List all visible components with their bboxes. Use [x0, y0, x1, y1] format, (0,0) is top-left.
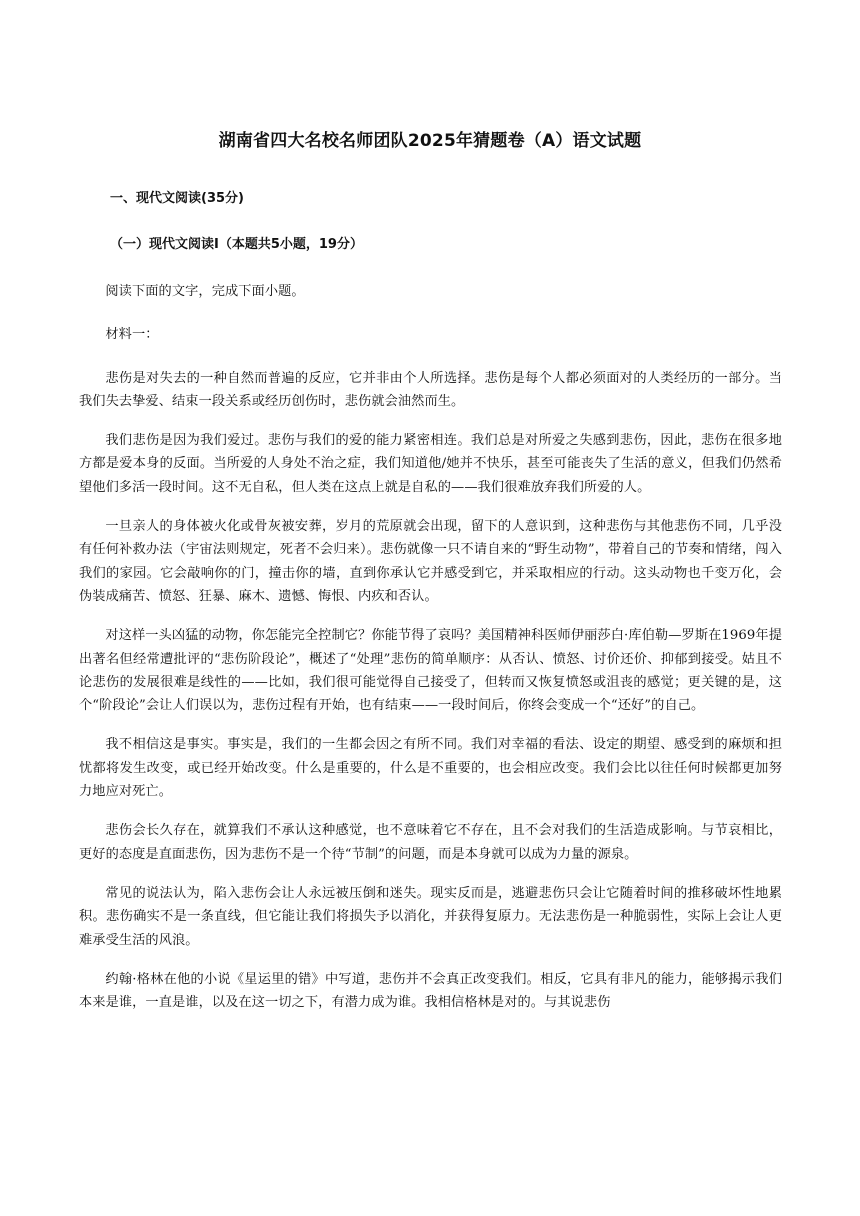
paragraph-8: 约翰·格林在他的小说《星运里的错》中写道，悲伤并不会真正改变我们。相反，它具有非凡的能力，能够揭示我们本来是谁，一直是谁，以及在这一切之下，有潜力成为谁。我相信格林是对的。与其说悲伤 [79, 971, 782, 1011]
page-title: 湖南省四大名校名师团队2025年猜题卷（A）语文试题 [218, 131, 642, 151]
paragraph-4: 对这样一头凶猛的动物，你怎能完全控制它？你能节得了哀吗？美国精神科医师伊丽莎白·库伯勒—罗斯在1969年提出著名但经常遭批评的“悲伤阶段论”，概述了“处理”悲伤的简单顺序：从否认、愤怒、讨价还价、抑郁到接受。姑且不论悲伤的发展很难是线性的——比如，我们很可能觉得自己接受了，但转而又恢复愤怒或沮丧的感觉；更关键的是，这个“阶段论”会让人们误以为，悲伤过程有开始，也有结束——一段时间后，你终会变成一个“还好”的自己。 [79, 628, 782, 714]
paragraph-1: 悲伤是对失去的一种自然而普遍的反应，它并非由个人所选择。悲伤是每个人都必须面对的人类经历的一部分。当我们失去挚爱、结束一段关系或经历创伤时，悲伤就会油然而生。 [79, 370, 782, 409]
paragraph-2: 我们悲伤是因为我们爱过。悲伤与我们的爱的能力紧密相连。我们总是对所爱之失感到悲伤，因此，悲伤在很多地方都是爱本身的反面。当所爱的人身处不治之症，我们知道他/她并不快乐，甚至可能丧失了生活的意义，但我们仍然希望他们多活一段时间。这不无自私，但人类在这点上就是自私的——我们很难放弃我们所爱的人。 [79, 433, 782, 495]
paragraph-6: 悲伤会长久存在，就算我们不承认这种感觉，也不意味着它不存在，且不会对我们的生活造成影响。与节哀相比，更好的态度是直面悲伤，因为悲伤不是一个待“节制”的问题，而是本身就可以成为力量的源泉。 [79, 823, 782, 862]
instruction-text: 阅读下面的文字，完成下面小题。 [105, 284, 305, 299]
section-heading: 一、现代文阅读(35分) [110, 191, 244, 206]
paragraph-3: 一旦亲人的身体被火化或骨灰被安葬，岁月的荒原就会出现，留下的人意识到，这种悲伤与其他悲伤不同，几乎没有任何补救办法（宇宙法则规定，死者不会归来）。悲伤就像一只不请自来的“野生动物”，带着自己的节奏和情绪，闯入我们的家园。它会敲响你的门，撞击你的墙，直到你承认它并感受到它，并采取相应的行动。这头动物也千变万化，会伪装成痛苦、愤怒、狂暴、麻木、遗憾、悔恨、内疚和否认。 [79, 519, 782, 604]
paragraph-5: 我不相信这是事实。事实是，我们的一生都会因之有所不同。我们对幸福的看法、设定的期望、感受到的麻烦和担忧都将发生改变，或已经开始改变。什么是重要的，什么是不重要的，也会相应改变。我们会比以往任何时候都更加努力地应对死亡。 [79, 737, 782, 800]
paragraph-7: 常见的说法认为，陷入悲伤会让人永远被压倒和迷失。现实反而是，逃避悲伤只会让它随着时间的推移破坏性地累积。悲伤确实不是一条直线，但它能让我们将损失予以消化，并获得复原力。无法悲伤是一种脆弱性，实际上会让人更难承受生活的风浪。 [79, 885, 782, 948]
document-body [79, 190, 782, 1030]
sub-heading: （一）现代文阅读Ⅰ（本题共5小题，19分） [110, 237, 363, 252]
material-label: 材料一： [105, 327, 159, 343]
